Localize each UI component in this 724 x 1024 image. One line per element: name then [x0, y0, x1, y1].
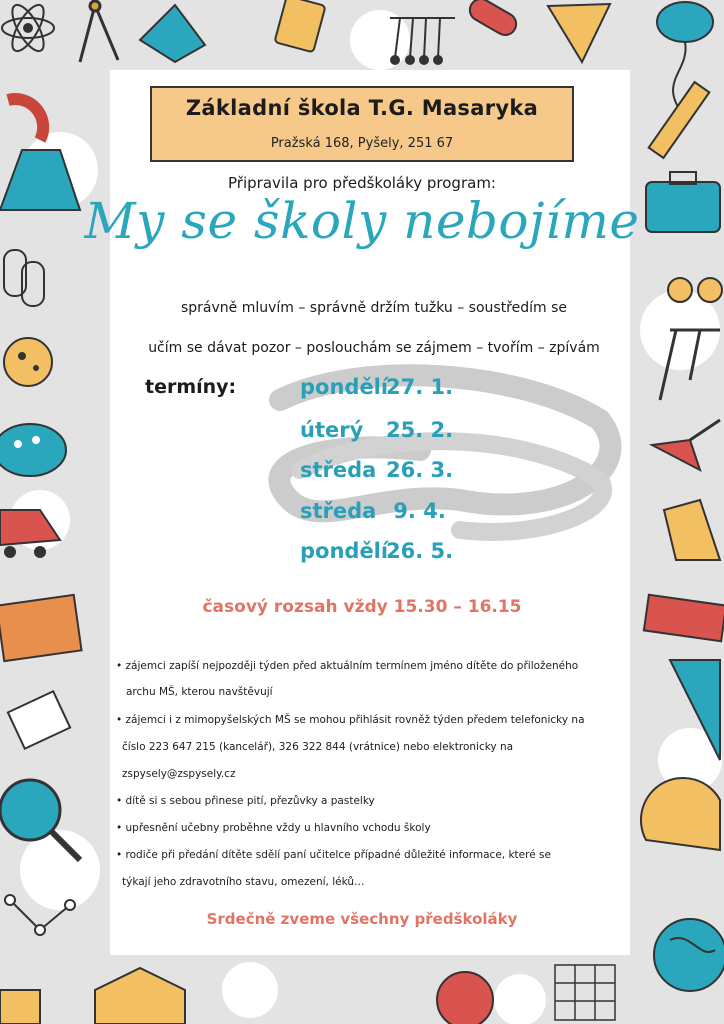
school-header-box — [150, 86, 574, 162]
info-line: týkají jeho zdravotního stavu, omezení, léků… — [122, 876, 365, 888]
term-row — [300, 375, 453, 399]
term-day: úterý — [300, 418, 364, 442]
term-row — [300, 539, 453, 563]
program-title: My se školy nebojíme — [84, 192, 640, 250]
skills-line-1: správně mluvím – správně držím tužku – soustředím se — [180, 300, 568, 316]
term-row — [300, 418, 453, 442]
term-day: pondělí — [300, 375, 389, 399]
info-line: • upřesnění učebny proběhne vždy u hlavního vchodu školy — [116, 822, 431, 834]
term-row — [300, 458, 453, 482]
term-date: 26. 5. — [386, 539, 454, 563]
info-line: • rodiče při předání dítěte sdělí paní učitelce případné důležité informace, které se — [116, 849, 551, 861]
term-date: 25. 2. — [386, 418, 454, 442]
info-line: archu MŠ, kterou navštěvují — [126, 686, 273, 698]
term-day: středa — [300, 458, 377, 482]
terms-label: termíny: — [145, 376, 237, 398]
info-line: • zájemci i z mimopyšelských MŠ se mohou přihlásit rovněž týden předem telefonicky na — [116, 714, 585, 726]
time-range: časový rozsah vždy 15.30 – 16.15 — [202, 597, 522, 617]
term-date: 9. 4. — [386, 499, 446, 523]
skills-line-2: učím se dávat pozor – poslouchám se zájmem – tvořím – zpívám — [148, 340, 600, 356]
info-line: • dítě si s sebou přinese pití, přezůvky a pastelky — [116, 795, 375, 807]
info-line: • zájemci zapíší nejpozději týden před aktuálním termínem jméno dítěte do přiloženého — [116, 660, 579, 672]
term-row — [300, 499, 446, 523]
closing-invitation: Srdečně zveme všechny předškoláky — [206, 910, 518, 928]
term-date: 26. 3. — [386, 458, 454, 482]
term-day: pondělí — [300, 539, 389, 563]
school-name: Základní škola T.G. Masaryka — [185, 96, 539, 120]
term-day: středa — [300, 499, 377, 523]
email-address: zspysely@zspysely.cz — [122, 768, 236, 780]
intro-text: Připravila pro předškoláky program: — [228, 174, 496, 192]
info-line: číslo 223 647 215 (kancelář), 326 322 844 (vrátnice) nebo elektronicky na — [122, 741, 514, 753]
term-date: 27. 1. — [386, 375, 454, 399]
school-address: Pražská 168, Pyšely, 251 67 — [270, 136, 454, 151]
